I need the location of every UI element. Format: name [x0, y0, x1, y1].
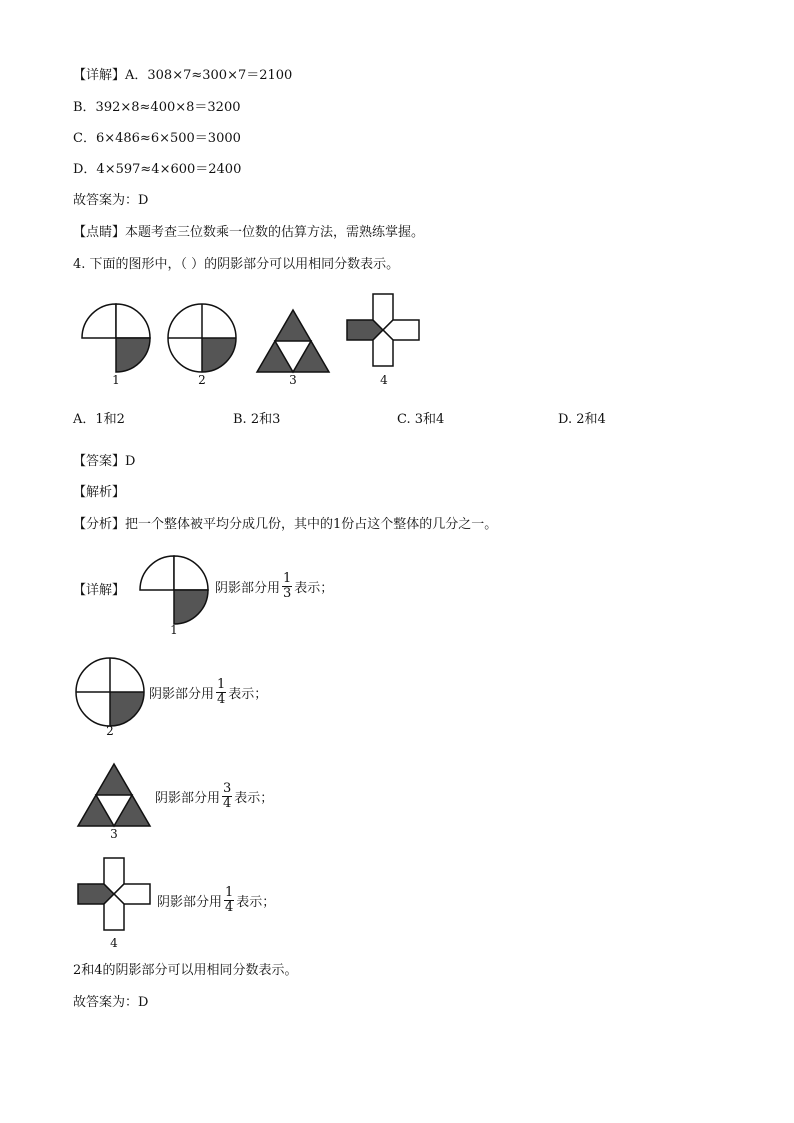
explain-figure-4 [76, 856, 152, 932]
explain-text-2: 阴影部分用 $\frac{1}{4}$ 表示； [149, 677, 268, 707]
detail-line-a: 【详解】A．308×7≈300×7＝2100 [73, 68, 293, 83]
fraction: $\frac{3}{4}$ [223, 781, 232, 811]
figure-1-label: 1 [112, 373, 120, 387]
question-text: 4. 下面的图形中，（ ）的阴影部分可以用相同分数表示。 [73, 257, 400, 272]
figure-3-label: 3 [289, 373, 297, 387]
explain-figure-1-label: 1 [170, 623, 178, 637]
explain-figure-2-label: 2 [106, 724, 114, 738]
conclusion-text: 2和4的阴影部分可以用相同分数表示。 [73, 963, 298, 978]
answer-heading: 【答案】D [73, 454, 136, 469]
option-b: B. 2和3 [233, 412, 281, 427]
analysis-text: 【分析】把一个整体被平均分成几份，其中的1份占这个整体的几分之一。 [73, 517, 498, 532]
analysis-heading: 【解析】 [73, 485, 126, 500]
explain-figure-1 [136, 552, 212, 628]
explain-text-3: 阴影部分用 $\frac{3}{4}$ 表示； [155, 781, 274, 811]
final-answer: 故答案为：D [73, 995, 149, 1010]
figure-1-quarter-missing-circle [78, 300, 154, 376]
detail-line-b: B．392×8≈400×8＝3200 [73, 100, 241, 115]
figure-3-triangle [255, 308, 331, 374]
detail-line-c: C．6×486≈6×500＝3000 [73, 131, 241, 146]
option-c: C. 3和4 [397, 412, 445, 427]
explain-figure-2 [72, 654, 148, 730]
explain-text-4: 阴影部分用 $\frac{1}{4}$ 表示； [157, 885, 276, 915]
explain-figure-4-label: 4 [110, 936, 118, 950]
explain-figure-3 [76, 762, 152, 828]
explain-text-1: 阴影部分用 $\frac{1}{3}$ 表示； [215, 571, 334, 601]
figure-2-label: 2 [198, 373, 206, 387]
fraction: $\frac{1}{4}$ [217, 677, 226, 707]
figure-2-full-circle [164, 300, 240, 376]
answer-line: 故答案为：D [73, 193, 149, 208]
figure-4-cross [345, 292, 421, 368]
option-a: A．1和2 [73, 412, 125, 427]
option-d: D. 2和4 [558, 412, 606, 427]
detail-prefix: 【详解】 [73, 583, 126, 598]
detail-line-d: D．4×597≈4×600＝2400 [73, 162, 242, 177]
explain-figure-3-label: 3 [110, 827, 118, 841]
figure-4-label: 4 [380, 373, 388, 387]
fraction: $\frac{1}{4}$ [225, 885, 234, 915]
tip-line: 【点睛】本题考查三位数乘一位数的估算方法，需熟练掌握。 [73, 225, 425, 240]
fraction: $\frac{1}{3}$ [283, 571, 292, 601]
